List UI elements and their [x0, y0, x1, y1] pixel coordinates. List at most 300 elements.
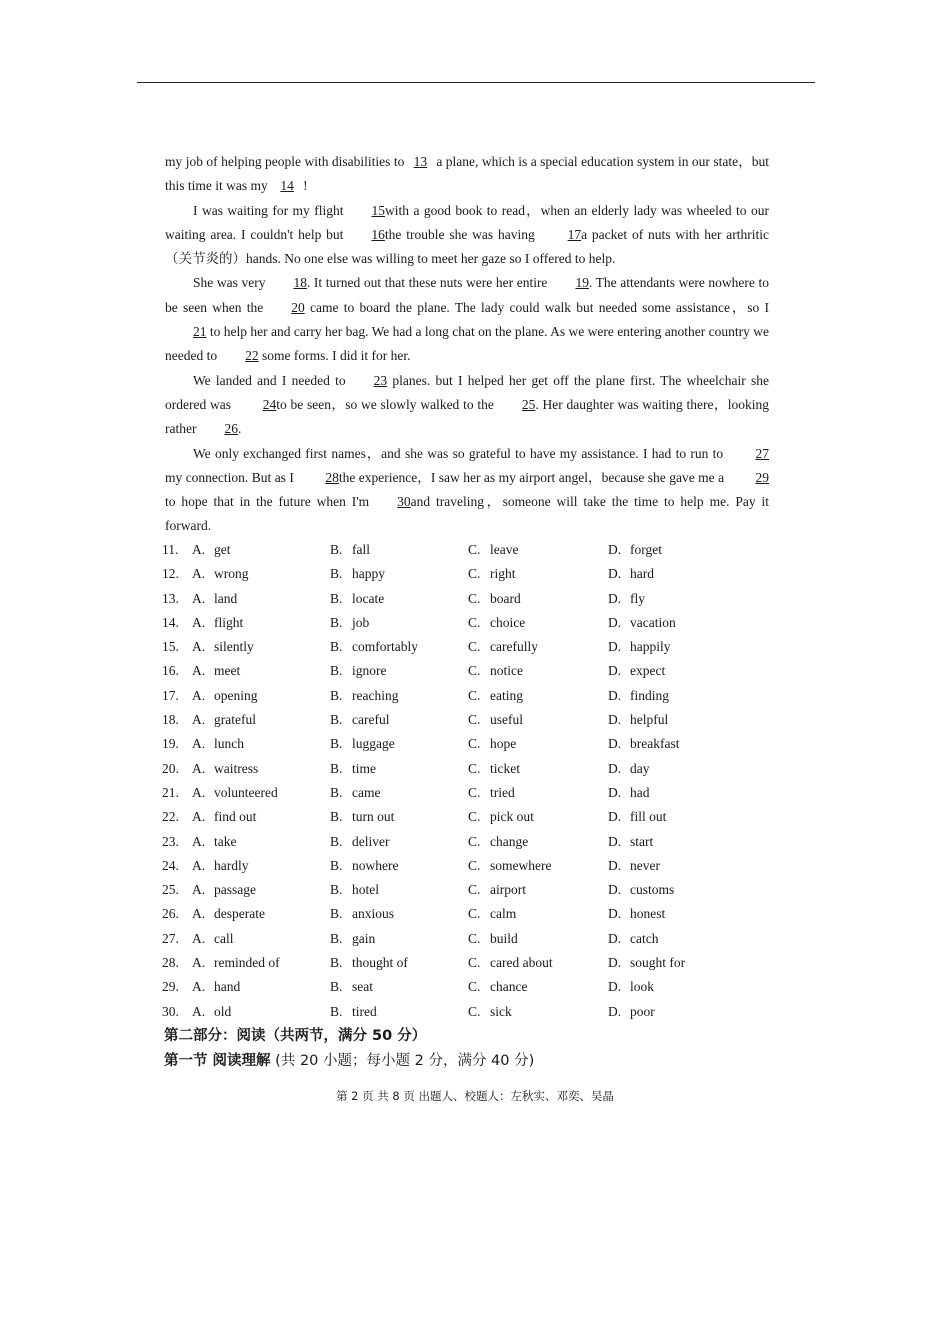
option-text: hardly [214, 857, 249, 873]
blank: 13 [413, 154, 428, 169]
option-text: pick out [490, 809, 534, 825]
option-letter: C. [468, 687, 481, 703]
option-letter: B. [330, 614, 343, 630]
option-letter: D. [608, 906, 622, 922]
subsection-title: 第一节 阅读理解 (共 20 小题；每小题 2 分，满分 40 分) [164, 1053, 535, 1069]
option-a [192, 611, 330, 635]
option-text: poor [630, 1003, 655, 1019]
answer-options [162, 538, 772, 1024]
option-letter: B. [330, 930, 343, 946]
question-number: 25. [162, 882, 179, 898]
option-b [330, 975, 468, 999]
blank: 29 [755, 469, 770, 485]
option-d [608, 659, 768, 683]
option-text: look [630, 979, 655, 995]
option-text: choice [490, 614, 526, 630]
option-c [468, 854, 608, 878]
option-letter: C. [468, 542, 481, 557]
question-row [162, 830, 772, 854]
option-text: sought for [630, 955, 686, 971]
option-letter: B. [330, 542, 343, 557]
option-d [608, 781, 768, 805]
option-a [192, 951, 330, 975]
option-c [468, 805, 608, 829]
option-letter: A. [192, 614, 206, 630]
question-number: 20. [162, 760, 179, 776]
option-text: ignore [352, 663, 387, 679]
option-letter: B. [330, 566, 343, 582]
option-letter: D. [608, 663, 622, 679]
option-a [192, 635, 330, 659]
option-d [608, 878, 768, 902]
question-row [162, 1000, 772, 1024]
option-letter: A. [192, 712, 206, 728]
blank: 15 [371, 202, 385, 218]
header-rule [137, 82, 815, 83]
option-text: build [490, 930, 518, 946]
option-text: change [490, 833, 529, 849]
option-letter: C. [468, 906, 481, 922]
option-text: breakfast [630, 736, 680, 752]
option-letter: B. [330, 712, 343, 728]
option-b [330, 902, 468, 926]
option-letter: B. [330, 639, 343, 655]
section-title: 第二部分：阅读（共两节，满分 50 分） [164, 1028, 427, 1044]
question-row [162, 562, 772, 586]
option-letter: C. [468, 639, 481, 655]
option-text: day [630, 760, 650, 776]
option-letter: A. [192, 639, 206, 655]
question-row [162, 659, 772, 683]
option-text: forget [630, 542, 662, 557]
option-c [468, 781, 608, 805]
option-text: luggage [352, 736, 395, 752]
option-text: deliver [352, 833, 390, 849]
option-text: hope [490, 736, 517, 752]
question-row [162, 902, 772, 926]
option-letter: A. [192, 930, 206, 946]
option-text: fall [352, 542, 370, 557]
option-c [468, 659, 608, 683]
option-letter: C. [468, 979, 481, 995]
option-b [330, 708, 468, 732]
blank: 24 [262, 396, 277, 412]
option-a [192, 684, 330, 708]
option-text: gain [352, 930, 376, 946]
option-text: land [214, 590, 238, 606]
option-a [192, 708, 330, 732]
option-d [608, 538, 768, 562]
option-letter: B. [330, 833, 343, 849]
option-text: happy [352, 566, 385, 582]
option-text: meet [214, 663, 241, 679]
option-d [608, 732, 768, 756]
option-text: nowhere [352, 857, 399, 873]
option-text: turn out [352, 809, 395, 825]
question-number: 19. [162, 736, 179, 752]
option-letter: D. [608, 566, 622, 582]
option-d [608, 902, 768, 926]
option-text: finding [630, 687, 669, 703]
option-letter: B. [330, 1003, 343, 1019]
option-text: call [214, 930, 234, 946]
question-row [162, 854, 772, 878]
blank: 26 [224, 421, 238, 437]
option-letter: C. [468, 930, 481, 946]
option-b [330, 878, 468, 902]
option-letter: A. [192, 955, 206, 971]
option-letter: A. [192, 979, 206, 995]
option-a [192, 587, 330, 611]
option-letter: A. [192, 833, 206, 849]
option-text: chance [490, 979, 528, 995]
page-footer: 第 2 页 共 8 页 出题人、校题人：左秋实、邓奕、吴晶 [335, 1089, 615, 1103]
option-text: start [630, 833, 654, 849]
option-letter: D. [608, 784, 622, 800]
option-text: happily [630, 639, 671, 655]
option-d [608, 757, 768, 781]
question-number: 24. [162, 857, 179, 873]
option-letter: B. [330, 687, 343, 703]
option-text: fill out [630, 809, 667, 825]
passage-paragraph: I was waiting for my flight 15with a good book to read，when an elderly lady was wheeled to our waiting area. I couldn't help but 16the trouble she was having 17a packet of nuts with her arthritic（关节炎的）hands. No one else was willing to meet her gaze so I offered to help. [165, 199, 769, 272]
option-c [468, 708, 608, 732]
option-b [330, 538, 468, 562]
question-number: 11. [162, 542, 179, 557]
blank: 18 [293, 275, 307, 291]
option-d [608, 611, 768, 635]
option-text: flight [214, 614, 244, 630]
option-d [608, 635, 768, 659]
option-letter: D. [608, 542, 622, 557]
option-b [330, 684, 468, 708]
option-text: somewhere [490, 857, 552, 873]
option-a [192, 732, 330, 756]
option-text: sick [490, 1003, 512, 1019]
option-letter: A. [192, 566, 206, 582]
option-b [330, 927, 468, 951]
option-text: careful [352, 712, 390, 728]
option-text: useful [490, 712, 523, 728]
blank: 19 [575, 275, 589, 291]
option-text: job [352, 614, 370, 630]
option-letter: B. [330, 882, 343, 898]
option-letter: D. [608, 736, 622, 752]
option-d [608, 975, 768, 999]
option-d [608, 587, 768, 611]
option-b [330, 732, 468, 756]
question-row [162, 587, 772, 611]
option-c [468, 902, 608, 926]
option-letter: B. [330, 784, 343, 800]
option-letter: B. [330, 857, 343, 873]
question-number: 28. [162, 955, 179, 971]
option-letter: D. [608, 857, 622, 873]
option-d [608, 708, 768, 732]
option-c [468, 927, 608, 951]
option-text: locate [352, 590, 385, 606]
option-text: time [352, 760, 376, 776]
option-text: thought of [352, 955, 408, 971]
blank: 17 [567, 226, 582, 242]
option-a [192, 1000, 330, 1024]
option-b [330, 611, 468, 635]
question-number: 18. [162, 712, 179, 728]
option-text: desperate [214, 906, 265, 922]
option-text: grateful [214, 712, 256, 728]
option-b [330, 830, 468, 854]
option-letter: C. [468, 663, 481, 679]
option-letter: C. [468, 712, 481, 728]
blank: 23 [373, 372, 388, 388]
option-b [330, 562, 468, 586]
option-a [192, 854, 330, 878]
blank: 25 [521, 396, 536, 412]
option-letter: D. [608, 979, 622, 995]
option-letter: B. [330, 906, 343, 922]
blank: 21 [193, 324, 207, 340]
option-b [330, 805, 468, 829]
option-text: carefully [490, 639, 538, 655]
option-letter: B. [330, 809, 343, 825]
option-letter: D. [608, 760, 622, 776]
option-letter: A. [192, 1003, 206, 1019]
cloze-passage [165, 150, 769, 539]
option-a [192, 562, 330, 586]
option-letter: D. [608, 809, 622, 825]
passage-paragraph: We landed and I needed to 23 planes. but I helped her get off the plane first. The wheelchair she ordered was 24to be seen，so we slowly walked to the 25. Her daughter was waiting there，looking rather 26. [165, 369, 769, 442]
option-c [468, 1000, 608, 1024]
option-letter: B. [330, 736, 343, 752]
option-text: tried [490, 784, 515, 800]
option-text: came [352, 784, 381, 800]
blank: 16 [371, 226, 385, 242]
option-letter: A. [192, 542, 206, 557]
option-letter: B. [330, 590, 343, 606]
blank: 28 [325, 469, 339, 485]
option-letter: C. [468, 614, 481, 630]
option-letter: C. [468, 590, 481, 606]
option-d [608, 805, 768, 829]
blank: 22 [245, 348, 259, 364]
option-letter: A. [192, 784, 206, 800]
option-a [192, 538, 330, 562]
question-row [162, 708, 772, 732]
option-text: volunteered [214, 784, 278, 800]
option-a [192, 781, 330, 805]
option-letter: A. [192, 663, 206, 679]
option-text: find out [214, 809, 257, 825]
question-row [162, 878, 772, 902]
option-text: honest [630, 906, 666, 922]
option-text: customs [630, 882, 675, 898]
option-letter: D. [608, 639, 622, 655]
question-number: 16. [162, 663, 179, 679]
option-text: reaching [352, 687, 399, 703]
question-number: 12. [162, 566, 179, 582]
question-number: 23. [162, 833, 179, 849]
option-text: anxious [352, 906, 394, 922]
option-text: board [490, 590, 521, 606]
option-c [468, 732, 608, 756]
option-b [330, 854, 468, 878]
option-letter: D. [608, 930, 622, 946]
option-text: reminded of [214, 955, 280, 971]
option-letter: D. [608, 712, 622, 728]
question-row [162, 635, 772, 659]
option-text: never [630, 857, 660, 873]
option-letter: D. [608, 687, 622, 703]
question-row [162, 684, 772, 708]
question-row [162, 805, 772, 829]
option-a [192, 757, 330, 781]
option-letter: D. [608, 833, 622, 849]
option-text: ticket [490, 760, 520, 776]
option-text: get [214, 542, 231, 557]
option-c [468, 562, 608, 586]
option-text: leave [490, 542, 519, 557]
option-letter: A. [192, 857, 206, 873]
option-b [330, 659, 468, 683]
blank: 14 [280, 178, 294, 194]
option-letter: D. [608, 955, 622, 971]
option-a [192, 975, 330, 999]
option-text: helpful [630, 712, 669, 728]
option-c [468, 757, 608, 781]
question-number: 21. [162, 784, 179, 800]
option-b [330, 781, 468, 805]
option-d [608, 951, 768, 975]
option-d [608, 684, 768, 708]
option-letter: B. [330, 760, 343, 776]
option-letter: A. [192, 736, 206, 752]
option-text: lunch [214, 736, 244, 752]
option-d [608, 562, 768, 586]
option-c [468, 975, 608, 999]
option-text: hotel [352, 882, 379, 898]
question-row [162, 611, 772, 635]
option-text: vacation [630, 614, 676, 630]
option-letter: D. [608, 882, 622, 898]
option-b [330, 951, 468, 975]
question-number: 30. [162, 1003, 179, 1019]
passage-paragraph: She was very 18. It turned out that these nuts were her entire 19. The attendants were nowhere to be seen when the 20 came to board the plane. The lady could walk but needed some assistance，so I21 to help her and carry her bag. We had a long chat on the plane. As we were entering another country we needed to 22 some forms. I did it for her. [165, 271, 769, 368]
option-d [608, 927, 768, 951]
option-letter: D. [608, 1003, 622, 1019]
option-text: old [214, 1003, 232, 1019]
option-c [468, 951, 608, 975]
option-a [192, 659, 330, 683]
option-text: wrong [214, 566, 249, 582]
option-text: fly [630, 590, 645, 606]
option-b [330, 1000, 468, 1024]
question-number: 15. [162, 639, 179, 655]
question-row [162, 757, 772, 781]
option-letter: C. [468, 882, 481, 898]
option-text: expect [630, 663, 666, 679]
option-c [468, 684, 608, 708]
option-letter: C. [468, 760, 481, 776]
option-letter: D. [608, 614, 622, 630]
question-number: 27. [162, 930, 179, 946]
option-text: had [630, 784, 650, 800]
option-text: cared about [490, 955, 553, 971]
option-text: calm [490, 906, 517, 922]
option-b [330, 587, 468, 611]
option-letter: A. [192, 906, 206, 922]
option-letter: C. [468, 566, 481, 582]
question-number: 29. [162, 979, 179, 995]
question-row [162, 732, 772, 756]
option-text: eating [490, 687, 523, 703]
option-letter: B. [330, 663, 343, 679]
option-letter: C. [468, 784, 481, 800]
option-text: waitress [214, 760, 259, 776]
option-c [468, 611, 608, 635]
option-letter: B. [330, 979, 343, 995]
option-letter: A. [192, 882, 206, 898]
option-a [192, 830, 330, 854]
question-row [162, 951, 772, 975]
option-text: take [214, 833, 237, 849]
option-letter: C. [468, 833, 481, 849]
option-letter: C. [468, 736, 481, 752]
question-number: 13. [162, 590, 179, 606]
option-c [468, 635, 608, 659]
option-letter: C. [468, 1003, 481, 1019]
option-letter: A. [192, 590, 206, 606]
option-d [608, 830, 768, 854]
option-text: comfortably [352, 639, 418, 655]
question-number: 26. [162, 906, 179, 922]
option-text: hand [214, 979, 241, 995]
option-text: seat [352, 979, 373, 995]
option-c [468, 587, 608, 611]
option-c [468, 830, 608, 854]
option-d [608, 854, 768, 878]
option-letter: C. [468, 955, 481, 971]
option-text: silently [214, 639, 254, 655]
option-b [330, 757, 468, 781]
blank: 30 [397, 494, 411, 510]
option-c [468, 538, 608, 562]
option-text: airport [490, 882, 526, 898]
passage-paragraph: my job of helping people with disabilities to 13 a plane, which is a special education system in our state，but this time it was my 14 ! [165, 150, 769, 199]
option-letter: C. [468, 809, 481, 825]
option-letter: C. [468, 857, 481, 873]
passage-paragraph: We only exchanged first names，and she was so grateful to have my assistance. I had to run to 27 my connection. But as I 28the experience，I saw her as my airport angel，because she gave me a 29 to hope that in the future when I'm 30and traveling，someone will take the time to help me. Pay it forward. [165, 442, 769, 539]
option-letter: B. [330, 955, 343, 971]
option-b [330, 635, 468, 659]
option-letter: A. [192, 809, 206, 825]
option-d [608, 1000, 768, 1024]
option-text: hard [630, 566, 654, 582]
option-text: right [490, 566, 516, 582]
question-number: 22. [162, 809, 179, 825]
blank: 27 [755, 445, 769, 461]
question-number: 17. [162, 687, 179, 703]
question-row [162, 538, 772, 562]
option-letter: A. [192, 687, 206, 703]
option-text: catch [630, 930, 659, 946]
option-a [192, 927, 330, 951]
blank: 20 [291, 299, 305, 315]
option-a [192, 902, 330, 926]
question-number: 14. [162, 614, 179, 630]
option-c [468, 878, 608, 902]
option-text: opening [214, 687, 258, 703]
option-letter: A. [192, 760, 206, 776]
